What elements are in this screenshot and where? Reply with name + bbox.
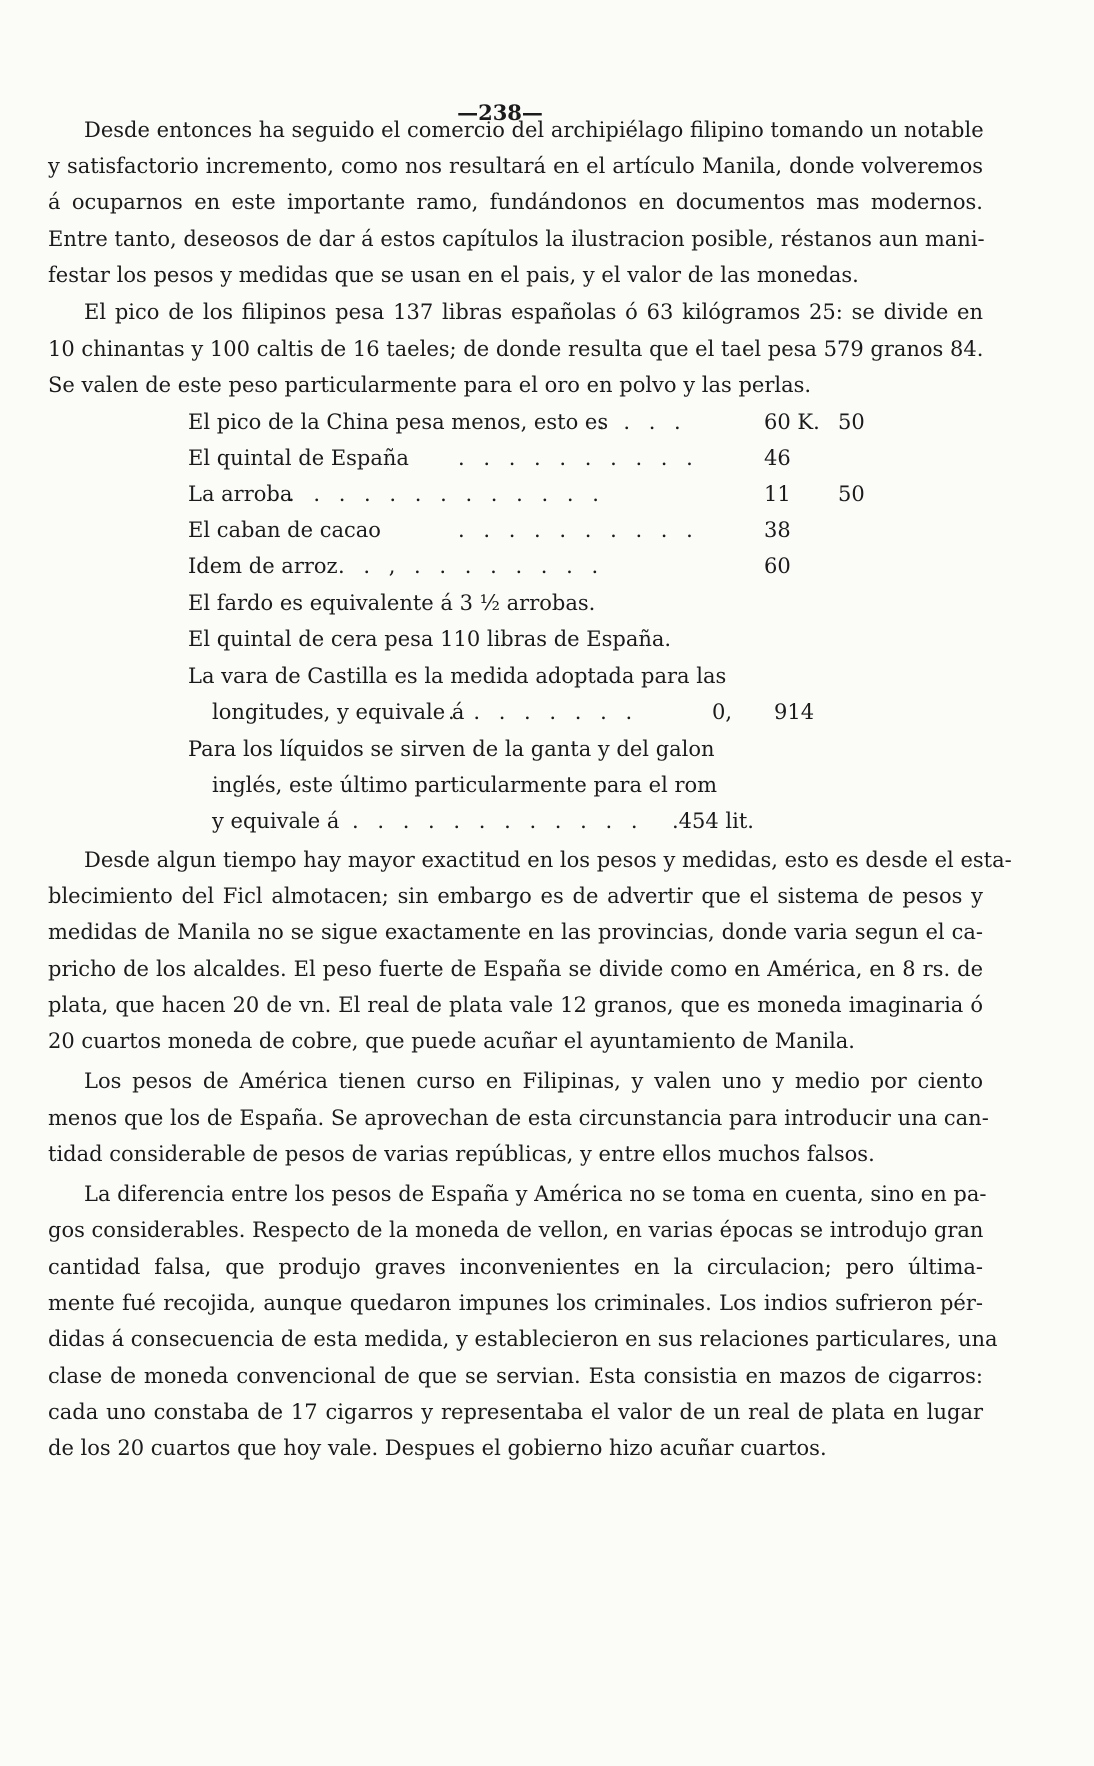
text-line: 20 cuartos moneda de cobre, que puede acuñar el ayuntamiento de Manila. [48, 1029, 855, 1053]
row-label: El pico de la China pesa menos, esto es [188, 410, 609, 434]
text-line: Desde entonces ha seguido el comercio del archipiélago filipino tomando un notable [84, 118, 984, 142]
row-value: 38 [764, 518, 791, 542]
text-line: La diferencia entre los pesos de España y América no se toma en cuenta, sino en pa- [84, 1182, 987, 1206]
text-line: medidas de Manila no se sigue exactamente en las provincias, donde varia segun el ca- [48, 920, 983, 944]
row-value: 11 [764, 482, 791, 506]
table-row [188, 407, 878, 437]
text-line: festar los pesos y medidas que se usan en el pais, y el valor de las monedas. [48, 263, 859, 287]
page-number: —238— [457, 100, 543, 125]
row-label: longitudes, y equivale á [212, 700, 465, 724]
text-line: cantidad falsa, que produjo graves inconvenientes en la circulacion; pero última- [48, 1255, 983, 1279]
table-row [212, 806, 902, 836]
row-label: El fardo es equivalente á 3 ½ arrobas. [188, 591, 596, 615]
table-row [188, 515, 878, 545]
table-row [188, 588, 878, 618]
table-row [188, 479, 878, 509]
text-line: El pico de los filipinos pesa 137 libras españolas ó 63 kilógramos 25: se divide en [84, 300, 983, 324]
row-label: Idem de arroz [188, 554, 338, 578]
leader-dots: . . . . . . . . . . [458, 518, 699, 542]
row-label: inglés, este último particularmente para el rom [212, 773, 718, 797]
row-label: El quintal de cera pesa 110 libras de España. [188, 627, 672, 651]
text-line: menos que los de España. Se aprovechan de esta circunstancia para introducir una can- [48, 1106, 989, 1130]
row-value-fraction: 914 [774, 700, 815, 724]
text-line: didas á consecuencia de esta medida, y establecieron en sus relaciones particulares, una [48, 1327, 998, 1351]
text-line: Desde algun tiempo hay mayor exactitud en los pesos y medidas, esto es desde el esta- [84, 848, 1012, 872]
text-line: Los pesos de América tienen curso en Filipinas, y valen uno y medio por ciento [84, 1069, 983, 1093]
row-value: 60 [764, 554, 791, 578]
text-line: clase de moneda convencional de que se servian. Esta consistia en mazos de cigarros: [48, 1364, 983, 1388]
leader-dots: . . . . . . . . [448, 700, 639, 724]
table-row [188, 624, 878, 654]
row-value-fraction: 50 [838, 482, 865, 506]
table-row [188, 661, 878, 691]
row-value: .454 lit. [672, 809, 754, 833]
text-line: de los 20 cuartos que hoy vale. Despues el gobierno hizo acuñar cuartos. [48, 1436, 827, 1460]
text-line: pricho de los alcaldes. El peso fuerte de España se divide como en América, en 8 rs. de [48, 957, 983, 981]
text-line: mente fué recojida, aunque quedaron impunes los criminales. Los indios sufrieron pér- [48, 1291, 983, 1315]
table-row [212, 697, 902, 727]
leader-dots: . . . . . . . . . . [458, 446, 699, 470]
text-line: gos considerables. Respecto de la moneda de vellon, en varias épocas se introdujo gran [48, 1218, 984, 1242]
row-label: El caban de cacao [188, 518, 381, 542]
row-value: 60 K. [764, 410, 820, 434]
row-value-fraction: 50 [838, 410, 865, 434]
row-label: La vara de Castilla es la medida adoptada para las [188, 664, 727, 688]
text-line: y satisfactorio incremento, como nos resultará en el artículo Manila, donde volveremos [48, 154, 983, 178]
table-row [188, 734, 878, 764]
table-row [188, 551, 878, 581]
row-label: La arroba [188, 482, 293, 506]
leader-dots: . . . . . . . . . . . . . [288, 482, 605, 506]
row-label: y equivale á [212, 809, 340, 833]
text-line: Se valen de este peso particularmente para el oro en polvo y las perlas. [48, 373, 812, 397]
text-line: tidad considerable de pesos de varias repúblicas, y entre ellos muchos falsos. [48, 1142, 875, 1166]
text-line: Entre tanto, deseosos de dar á estos capítulos la ilustracion posible, réstanos aun mani- [48, 227, 985, 251]
row-value: 46 [764, 446, 791, 470]
leader-dots: . . . . [598, 410, 687, 434]
table-row [188, 443, 878, 473]
row-label: El quintal de España [188, 446, 409, 470]
row-value: 0, [712, 700, 733, 724]
leader-dots: . . , . . . . . . . . [338, 554, 605, 578]
text-line: 10 chinantas y 100 caltis de 16 taeles; de donde resulta que el tael pesa 579 granos 84. [48, 337, 984, 361]
text-line: cada uno constaba de 17 cigarros y representaba el valor de un real de plata en lugar [48, 1400, 983, 1424]
text-line: blecimiento del Ficl almotacen; sin embargo es de advertir que el sistema de pesos y [48, 884, 983, 908]
text-line: plata, que hacen 20 de vn. El real de plata vale 12 granos, que es moneda imaginaria ó [48, 993, 983, 1017]
leader-dots: . . . . . . . . . . . . [352, 809, 644, 833]
table-row [212, 770, 902, 800]
text-line: á ocuparnos en este importante ramo, fundándonos en documentos mas modernos. [48, 190, 983, 214]
row-label: Para los líquidos se sirven de la ganta y del galon [188, 737, 715, 761]
